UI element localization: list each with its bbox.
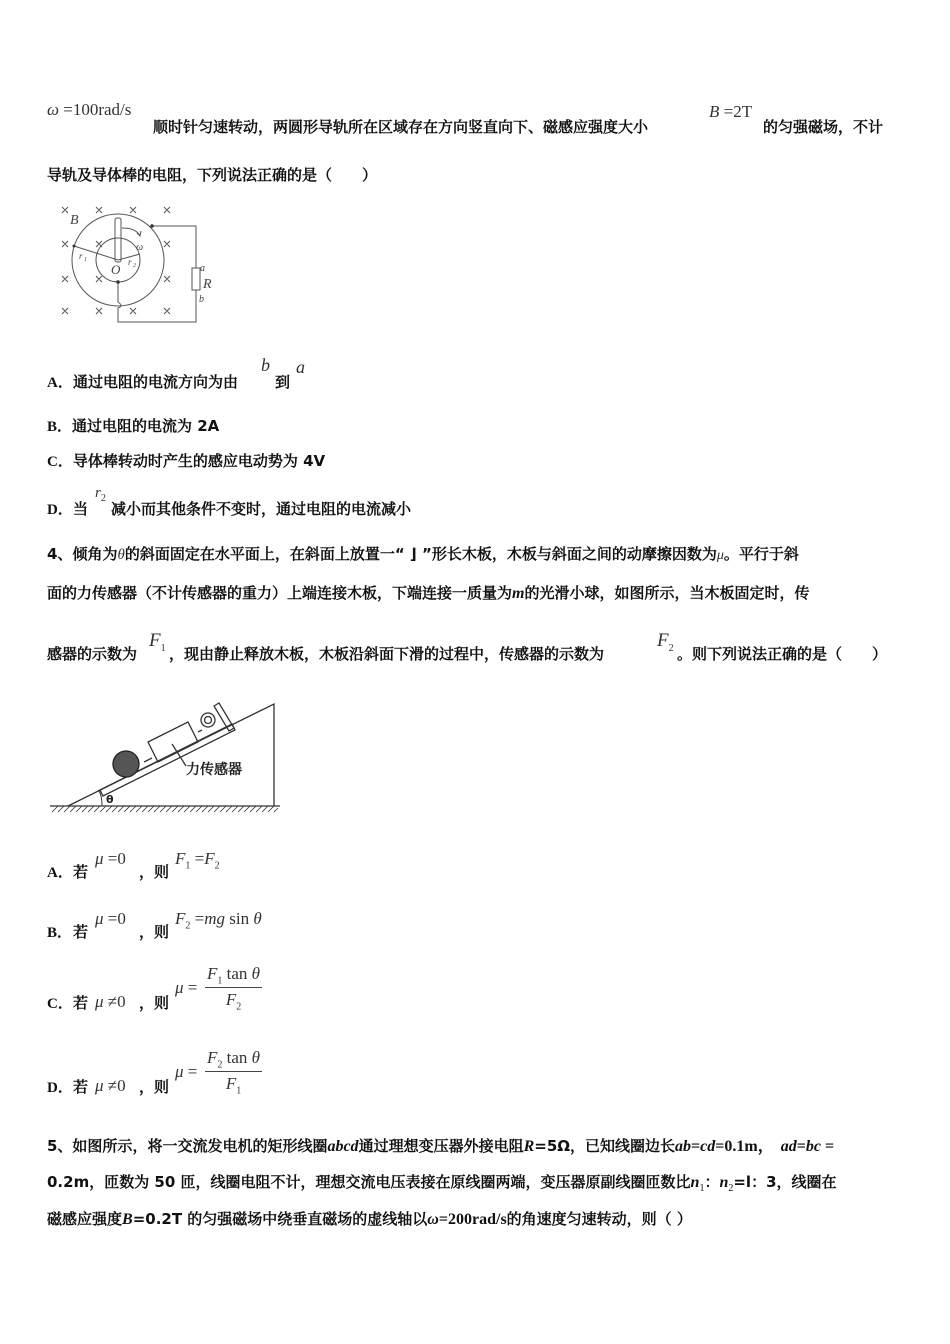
svg-text:r: r — [128, 257, 132, 267]
label-B: B — [70, 213, 79, 228]
b-field-expression: B =2T — [709, 102, 753, 121]
result-expr: $F_1 =F_2$ — [175, 849, 220, 872]
option-text: 到 — [275, 373, 291, 391]
result-expr: $F_2 =mg$ sin θ — [175, 909, 262, 932]
svg-text:2: 2 — [133, 263, 136, 269]
option-label: B． — [47, 419, 73, 435]
q3-stem-text-a: 顺时针匀速转动，两圆形导轨所在区域存在方向竖直向下、磁感应强度大小 — [153, 118, 649, 136]
var-r2: $r_2$ — [95, 485, 106, 504]
sensor-label: 力传感器 — [186, 762, 242, 778]
q4-option-c[interactable]: C． 若 μ ≠0 ，则 μ = $\frac{F_1 \tan \theta}{F_2}$ — [47, 964, 261, 1013]
q3-option-d[interactable] — [47, 485, 467, 521]
svg-text:O: O — [111, 262, 121, 277]
svg-text:ω: ω — [136, 242, 144, 253]
angle-label: θ — [106, 793, 114, 806]
svg-text:R: R — [203, 277, 212, 292]
fraction: $\frac{F_2 \tan \theta}{F_1}$ — [207, 1048, 261, 1097]
condition-expr: μ ≠0 — [95, 1076, 126, 1095]
incline-diagram — [48, 686, 283, 816]
condition-expr: μ ≠0 — [95, 992, 126, 1011]
var-theta: θ — [117, 547, 125, 563]
q4-option-b[interactable]: B． 若 μ =0 ，则 $F_2 =mg$ sin θ — [47, 909, 262, 941]
option-text: 当 — [73, 500, 89, 518]
svg-text:a: a — [200, 263, 205, 274]
var-mu: μ — [716, 548, 724, 563]
q3-stem-line2: 导轨及导体棒的电阻，下列说法正确的是（ ） — [47, 166, 378, 184]
q3-stem-text-b: 的匀强磁场，不计 — [763, 118, 884, 136]
q4-stem-line2: 面的力传感器（不计传感器的重力）上端连接木板，下端连接一质量为m的光滑小球，如图所示，当木板固定时，传 — [47, 584, 810, 602]
condition-expr: μ =0 — [95, 909, 126, 928]
option-label: B． — [47, 925, 73, 941]
var-m: m — [512, 585, 525, 602]
option-label: A． — [47, 865, 73, 881]
option-label: A． — [47, 375, 73, 391]
option-label: D． — [47, 1080, 73, 1096]
option-label: C． — [47, 996, 73, 1012]
option-text: 通过电阻的电流为 2A — [72, 417, 220, 435]
mu-lhs: μ = — [175, 1062, 198, 1081]
svg-text:r: r — [79, 251, 83, 261]
mu-lhs: μ = — [175, 978, 198, 997]
option-text: 减小而其他条件不变时，通过电阻的电流减小 — [111, 500, 412, 518]
q3-option-a[interactable] — [47, 355, 447, 395]
var-a: a — [296, 357, 305, 377]
q4-option-d[interactable]: D． 若 μ ≠0 ，则 μ = $\frac{F_2 \tan \theta}{F_1}$ — [47, 1048, 261, 1097]
var-F2: $F_2$ — [657, 630, 674, 654]
q4-stem-line3: 感器的示数为 $F_1$ ，现由静止释放木板，木板沿斜面下滑的过程中，传感器的示数为 $F_2$ 。则下列说法正确的是（ ） — [47, 630, 888, 663]
q4-incline-figure — [48, 686, 283, 816]
q4-option-a[interactable]: A． 若 μ =0 ，则 $F_1 =F_2$ — [47, 849, 220, 881]
omega-expression: ω =100rad/s — [47, 100, 132, 119]
option-text: 导体棒转动时产生的感应电动势为 4V — [72, 452, 326, 470]
ball — [113, 751, 139, 777]
q3-option-b[interactable] — [47, 415, 219, 436]
condition-expr: μ =0 — [95, 849, 126, 868]
q5-stem-line3: 磁感应强度B=0.2T 的匀强磁场中绕垂直磁场的虚线轴以ω=200rad/s的角速度匀速转动，则（ ） — [47, 1210, 692, 1228]
svg-text:1: 1 — [84, 257, 87, 263]
svg-text:b: b — [199, 294, 204, 305]
q3-stem-line1 — [47, 100, 907, 140]
q3-option-c[interactable] — [47, 450, 325, 471]
var-F1: $F_1$ — [149, 630, 166, 654]
var-b: b — [261, 355, 270, 375]
q5-stem-line1: 5、如图所示，将一交流发电机的矩形线圈abcd通过理想变压器外接电阻R=5Ω，已知线圈边长ab=cd=0.1m， ad=bc = — [47, 1137, 835, 1155]
option-text: 通过电阻的电流方向为由 — [73, 373, 239, 391]
q4-stem-line1: 4、倾角为θ的斜面固定在水平面上，在斜面上放置一“ ⌋ ”形长木板，木板与斜面之间的动摩擦因数为μ。平行于斜 — [47, 545, 799, 563]
option-label: D． — [47, 502, 73, 518]
circular-rail-diagram — [48, 198, 228, 333]
fraction: $\frac{F_1 \tan \theta}{F_2}$ — [207, 964, 261, 1013]
q5-stem-line2: 0.2m，匝数为 50 匝，线圈电阻不计，理想交流电压表接在原线圈两端，变压器原副线圈匝数比$n_1$：$n_2=l$：3，线圈在 — [47, 1173, 837, 1195]
option-label: C． — [47, 454, 73, 470]
q3-circuit-figure — [48, 198, 228, 333]
